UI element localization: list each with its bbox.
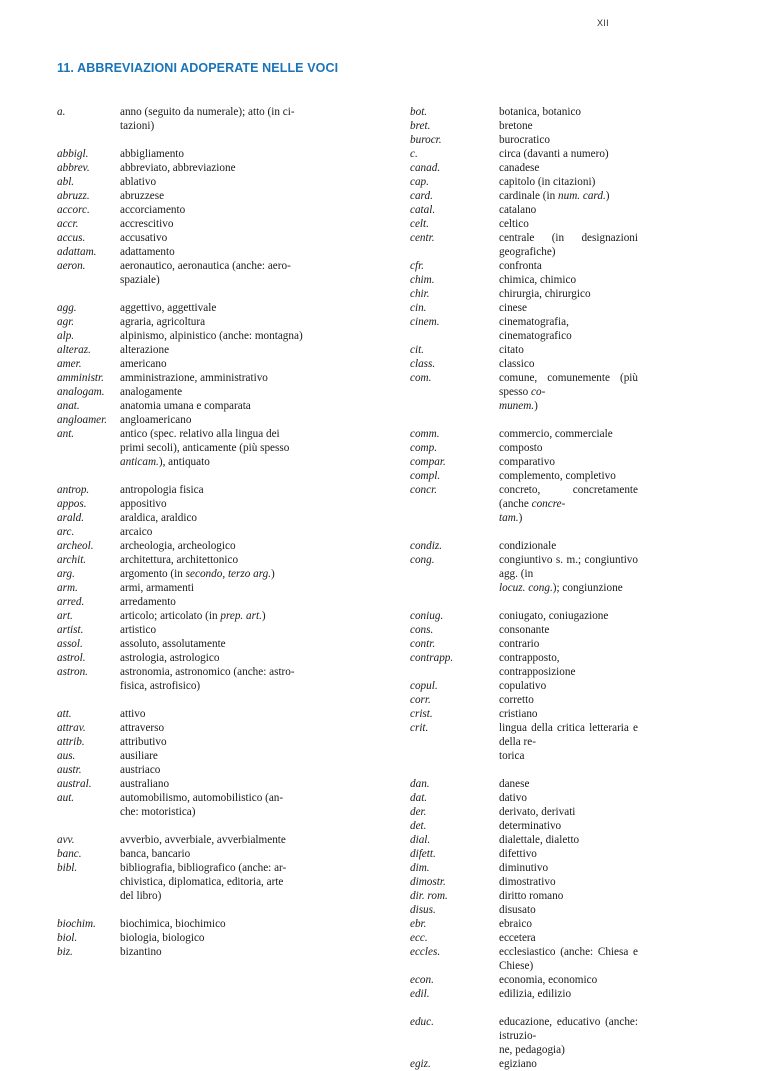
abbreviation-definition: ablativo: [120, 176, 157, 188]
abbreviation-term: bot.: [410, 106, 428, 118]
abbreviation-entry: [410, 119, 638, 133]
abbreviation-term: antrop.: [57, 484, 90, 496]
abbreviation-term: art.: [57, 610, 73, 622]
abbreviation-term: att.: [57, 708, 72, 720]
abbreviation-entry: [57, 259, 333, 287]
abbreviation-definition: alterazione: [120, 344, 170, 356]
abbreviation-entry: [57, 777, 333, 791]
abbreviation-definition: lingua della critica letteraria e della re- torica: [499, 722, 638, 762]
abbreviation-term: ebr.: [410, 918, 427, 930]
abbreviation-term: appos.: [57, 498, 87, 510]
abbreviation-definition: complemento, completivo: [499, 470, 616, 482]
abbreviation-term: dir. rom.: [410, 890, 448, 902]
abbreviation-definition: danese: [499, 778, 530, 790]
abbreviation-term: celt.: [410, 218, 429, 230]
abbreviation-entry: [57, 763, 333, 777]
abbreviation-entry: [57, 861, 333, 903]
abbreviation-term: agr.: [57, 316, 75, 328]
abbreviation-definition: anno (seguito da numerale); atto (in ci- tazioni): [120, 106, 295, 132]
abbreviation-entry: [57, 595, 333, 609]
abbreviation-term: analogam.: [57, 386, 105, 398]
abbreviation-entry: [410, 609, 638, 623]
abbreviation-definition: biologia, biologico: [120, 932, 205, 944]
abbreviation-definition: diritto romano: [499, 890, 564, 902]
abbreviation-term: a.: [57, 106, 66, 118]
abbreviation-entry: [410, 371, 638, 413]
abbreviation-term: cap.: [410, 176, 429, 188]
abbreviation-entry: [410, 231, 638, 259]
abbreviation-definition: ecclesiastico (anche: Chiesa e Chiese): [499, 946, 638, 972]
abbreviation-entry: [57, 651, 333, 665]
abbreviation-term: catal.: [410, 204, 436, 216]
abbreviation-entry: [410, 189, 638, 203]
abbreviation-definition: astronomia, astronomico (anche: astro- fisica, astrofisico): [120, 666, 295, 692]
abbreviation-definition: araldica, araldico: [120, 512, 198, 524]
abbreviation-definition: abruzzese: [120, 190, 165, 202]
abbreviation-definition: derivato, derivati: [499, 806, 576, 818]
abbreviation-term: arald.: [57, 512, 85, 524]
abbreviation-term: accr.: [57, 218, 79, 230]
abbreviation-definition: accusativo: [120, 232, 168, 244]
abbreviation-definition: bibliografia, bibliografico (anche: ar- chivistica, diplomatica, editoria, arte del libro): [120, 862, 287, 902]
abbreviation-entry: [410, 777, 638, 791]
abbreviation-definition: aeronautico, aeronautica (anche: aero- spaziale): [120, 260, 291, 286]
abbreviation-entry: [410, 217, 638, 231]
abbreviation-term: biol.: [57, 932, 78, 944]
abbreviation-definition: antico (spec. relativo alla lingua dei primi secoli), anticamente (più spesso anticam.), antiquato: [120, 428, 290, 468]
abbreviation-entry: [57, 357, 333, 371]
abbreviation-term: astron.: [57, 666, 88, 678]
abbreviation-entry: [57, 749, 333, 763]
abbreviation-entry: [410, 357, 638, 371]
abbreviation-entry: [410, 707, 638, 721]
abbreviation-definition: classico: [499, 358, 535, 370]
abbreviation-definition: arcaico: [120, 526, 153, 538]
abbreviation-term: cons.: [410, 624, 434, 636]
abbreviation-entry: [410, 847, 638, 861]
abbreviation-definition: capitolo (in citazioni): [499, 176, 596, 188]
abbreviation-entry: [410, 917, 638, 931]
abbreviation-entry: [410, 203, 638, 217]
abbreviation-term: dat.: [410, 792, 428, 804]
abbreviation-entry: [410, 679, 638, 693]
abbreviation-entry: [57, 553, 333, 567]
abbreviation-definition: arredamento: [120, 596, 176, 608]
abbreviation-entry: [57, 623, 333, 637]
abbreviation-term: dan.: [410, 778, 430, 790]
abbreviation-entry: [410, 427, 638, 441]
abbreviation-term: dial.: [410, 834, 431, 846]
abbreviation-entry: [410, 483, 638, 525]
abbreviation-definition: armi, armamenti: [120, 582, 194, 594]
abbreviation-entry: [410, 861, 638, 875]
abbreviation-term: biochim.: [57, 918, 96, 930]
abbreviation-term: burocr.: [410, 134, 442, 146]
abbreviation-definition: circa (davanti a numero): [499, 148, 609, 160]
abbreviation-term: austr.: [57, 764, 82, 776]
abbreviation-entry: [57, 833, 333, 847]
abbreviation-entry: [57, 497, 333, 511]
abbreviation-term: abbrev.: [57, 162, 90, 174]
abbreviation-term: com.: [410, 372, 432, 384]
abbreviation-term: comm.: [410, 428, 440, 440]
abbreviation-definition: eccetera: [499, 932, 536, 944]
abbreviation-term: banc.: [57, 848, 82, 860]
abbreviation-entry: [410, 931, 638, 945]
abbreviation-term: arm.: [57, 582, 78, 594]
abbreviation-term: comp.: [410, 442, 438, 454]
abbreviation-term: ecc.: [410, 932, 428, 944]
abbreviation-definition: condizionale: [499, 540, 557, 552]
abbreviation-entry: [57, 707, 333, 721]
abbreviation-entry: [410, 623, 638, 637]
abbreviation-term: astrol.: [57, 652, 86, 664]
abbreviation-term: difett.: [410, 848, 436, 860]
abbreviation-definition: centrale (in designazioni geografiche): [499, 232, 638, 258]
abbreviation-term: disus.: [410, 904, 436, 916]
abbreviation-definition: biochimica, biochimico: [120, 918, 226, 930]
abbreviation-term: angloamer.: [57, 414, 108, 426]
abbreviation-entry: [410, 301, 638, 315]
abbreviation-entry: [57, 721, 333, 735]
abbreviation-term: alteraz.: [57, 344, 91, 356]
abbreviation-term: adattam.: [57, 246, 97, 258]
abbreviation-term: arg.: [57, 568, 75, 580]
abbreviation-term: avv.: [57, 834, 75, 846]
abbreviation-entry: [57, 567, 333, 581]
abbreviation-definition: abbigliamento: [120, 148, 185, 160]
abbreviation-term: artist.: [57, 624, 84, 636]
abbreviation-term: biz.: [57, 946, 73, 958]
abbreviation-entry: [57, 203, 333, 217]
abbreviation-definition: anatomia umana e comparata: [120, 400, 251, 412]
abbreviation-entry: [57, 161, 333, 175]
abbreviation-entry: [410, 1057, 638, 1071]
abbreviation-entry: [410, 637, 638, 651]
abbreviation-entry: [57, 665, 333, 693]
abbreviation-definition: amministrazione, amministrativo: [120, 372, 268, 384]
abbreviation-term: austral.: [57, 778, 92, 790]
abbreviation-entry: [410, 133, 638, 147]
abbreviation-term: eccles.: [410, 946, 441, 958]
abbreviation-definition: chimica, chimico: [499, 274, 577, 286]
abbreviation-entry: [57, 231, 333, 245]
abbreviation-entry: [410, 1015, 638, 1057]
abbreviation-definition: architettura, architettonico: [120, 554, 239, 566]
abbreviation-entry: [410, 161, 638, 175]
abbreviation-term: bibl.: [57, 862, 78, 874]
abbreviation-entry: [57, 735, 333, 749]
abbreviation-entry: [410, 945, 638, 973]
abbreviation-definition: austriaco: [120, 764, 161, 776]
abbreviation-term: amministr.: [57, 372, 104, 384]
abbreviation-term: aeron.: [57, 260, 86, 272]
abbreviation-entry: [410, 833, 638, 847]
abbreviation-entry: [57, 343, 333, 357]
abbreviation-term: corr.: [410, 694, 431, 706]
abbreviation-definition: alpinismo, alpinistico (anche: montagna): [120, 330, 303, 342]
abbreviation-definition: archeologia, archeologico: [120, 540, 236, 552]
abbreviation-term: dimostr.: [410, 876, 446, 888]
abbreviation-entry: [410, 469, 638, 483]
abbreviation-definition: composto: [499, 442, 543, 454]
abbreviation-entry: [410, 175, 638, 189]
abbreviation-definition: confronta: [499, 260, 542, 272]
abbreviation-definition: banca, bancario: [120, 848, 191, 860]
abbreviation-definition: assoluto, assolutamente: [120, 638, 226, 650]
abbreviation-definition: angloamericano: [120, 414, 192, 426]
abbreviation-entry: [57, 105, 333, 133]
abbreviation-term: chir.: [410, 288, 430, 300]
abbreviation-entry: [57, 917, 333, 931]
abbreviation-entry: [57, 525, 333, 539]
abbreviation-term: crist.: [410, 708, 433, 720]
abbreviation-entry: [57, 511, 333, 525]
section-title: 11. ABBREVIAZIONI ADOPERATE NELLE VOCI: [57, 61, 339, 75]
abbreviation-definition: difettivo: [499, 848, 537, 860]
abbreviation-entry: [57, 385, 333, 399]
abbreviation-term: cit.: [410, 344, 424, 356]
abbreviation-definition: concreto, concretamente (anche concre- tam.): [499, 484, 638, 524]
abbreviation-definition: chirurgia, chirurgico: [499, 288, 591, 300]
abbreviation-definition: consonante: [499, 624, 550, 636]
abbreviation-entry: [57, 791, 333, 819]
abbreviation-entry: [57, 539, 333, 553]
abbreviation-definition: abbreviato, abbreviazione: [120, 162, 236, 174]
abbreviation-definition: comparativo: [499, 456, 555, 468]
abbreviation-term: coniug.: [410, 610, 444, 622]
abbreviation-entry: [410, 819, 638, 833]
abbreviation-term: anat.: [57, 400, 80, 412]
abbreviation-definition: aggettivo, aggettivale: [120, 302, 217, 314]
abbreviation-definition: egiziano: [499, 1058, 537, 1070]
abbreviation-term: cinem.: [410, 316, 440, 328]
abbreviation-term: accus.: [57, 232, 86, 244]
abbreviation-term: centr.: [410, 232, 435, 244]
abbreviation-entry: [410, 455, 638, 469]
abbreviation-definition: bizantino: [120, 946, 162, 958]
abbreviation-entry: [410, 273, 638, 287]
abbreviations-right-column: [410, 105, 638, 1071]
abbreviation-term: assol.: [57, 638, 83, 650]
abbreviation-definition: dativo: [499, 792, 527, 804]
abbreviation-definition: comune, comunemente (più spesso co- munem.): [499, 372, 638, 412]
abbreviation-entry: [410, 903, 638, 917]
abbreviation-term: aus.: [57, 750, 76, 762]
abbreviation-entry: [410, 147, 638, 161]
abbreviation-entry: [57, 931, 333, 945]
abbreviation-term: cong.: [410, 554, 435, 566]
abbreviation-entry: [57, 315, 333, 329]
abbreviation-definition: attributivo: [120, 736, 167, 748]
abbreviation-definition: astrologia, astrologico: [120, 652, 220, 664]
abbreviation-entry: [57, 945, 333, 959]
abbreviation-term: egiz.: [410, 1058, 431, 1070]
abbreviation-definition: ebraico: [499, 918, 532, 930]
abbreviation-definition: avverbio, avverbiale, avverbialmente: [120, 834, 286, 846]
abbreviation-term: accorc.: [57, 204, 90, 216]
abbreviation-entry: [410, 889, 638, 903]
abbreviation-definition: ausiliare: [120, 750, 158, 762]
abbreviation-term: cin.: [410, 302, 427, 314]
abbreviation-definition: automobilismo, automobilistico (an- che: motoristica): [120, 792, 284, 818]
abbreviation-definition: disusato: [499, 904, 536, 916]
abbreviation-term: card.: [410, 190, 433, 202]
abbreviation-definition: educazione, educativo (anche: istruzio- ne, pedagogia): [499, 1016, 638, 1056]
abbreviation-definition: canadese: [499, 162, 540, 174]
abbreviation-entry: [57, 581, 333, 595]
abbreviation-entry: [57, 301, 333, 315]
abbreviation-term: contrapp.: [410, 652, 454, 664]
abbreviation-definition: burocratico: [499, 134, 550, 146]
abbreviation-definition: dimostrativo: [499, 876, 556, 888]
abbreviation-entry: [57, 427, 333, 469]
abbreviation-definition: cardinale (in num. card.): [499, 190, 610, 202]
abbreviation-entry: [410, 441, 638, 455]
abbreviation-term: attrib.: [57, 736, 85, 748]
abbreviation-term: concr.: [410, 484, 438, 496]
abbreviation-definition: americano: [120, 358, 167, 370]
abbreviation-term: ant.: [57, 428, 75, 440]
abbreviation-entry: [57, 189, 333, 203]
abbreviation-term: abl.: [57, 176, 75, 188]
abbreviation-term: amer.: [57, 358, 82, 370]
abbreviation-entry: [57, 847, 333, 861]
abbreviation-term: chim.: [410, 274, 435, 286]
abbreviation-definition: coniugato, coniugazione: [499, 610, 609, 622]
abbreviation-definition: celtico: [499, 218, 529, 230]
abbreviation-entry: [410, 693, 638, 707]
abbreviation-term: contr.: [410, 638, 436, 650]
abbreviation-entry: [410, 651, 638, 679]
abbreviation-definition: artistico: [120, 624, 157, 636]
abbreviation-term: condiz.: [410, 540, 443, 552]
abbreviation-term: canad.: [410, 162, 441, 174]
abbreviation-term: abruzz.: [57, 190, 90, 202]
abbreviation-entry: [410, 791, 638, 805]
abbreviation-definition: contrario: [499, 638, 540, 650]
abbreviation-term: compar.: [410, 456, 446, 468]
abbreviation-definition: commercio, commerciale: [499, 428, 613, 440]
abbreviation-entry: [410, 343, 638, 357]
page-number: XII: [597, 18, 609, 28]
abbreviation-term: alp.: [57, 330, 75, 342]
abbreviation-entry: [410, 721, 638, 763]
abbreviation-definition: accrescitivo: [120, 218, 174, 230]
abbreviation-term: crit.: [410, 722, 429, 734]
abbreviation-definition: cristiano: [499, 708, 538, 720]
abbreviation-definition: congiuntivo s. m.; congiuntivo agg. (in locuz. cong.); congiunzione: [499, 554, 638, 594]
abbreviation-definition: economia, economico: [499, 974, 598, 986]
abbreviation-entry: [57, 483, 333, 497]
abbreviation-entry: [410, 987, 638, 1001]
abbreviation-definition: agraria, agricoltura: [120, 316, 206, 328]
abbreviation-definition: argomento (in secondo, terzo arg.): [120, 568, 275, 580]
abbreviation-entry: [57, 609, 333, 623]
abbreviation-entry: [410, 105, 638, 119]
abbreviation-entry: [57, 217, 333, 231]
abbreviation-term: abbigl.: [57, 148, 89, 160]
abbreviation-definition: australiano: [120, 778, 170, 790]
abbreviation-definition: catalano: [499, 204, 537, 216]
abbreviation-term: educ.: [410, 1016, 434, 1028]
abbreviation-definition: articolo; articolato (in prep. art.): [120, 610, 266, 622]
abbreviation-entry: [410, 875, 638, 889]
abbreviation-term: cfr.: [410, 260, 424, 272]
abbreviation-definition: accorciamento: [120, 204, 186, 216]
abbreviation-entry: [57, 147, 333, 161]
abbreviation-term: c.: [410, 148, 418, 160]
abbreviation-definition: edilizia, edilizio: [499, 988, 572, 1000]
abbreviation-definition: botanica, botanico: [499, 106, 582, 118]
abbreviation-definition: bretone: [499, 120, 533, 132]
abbreviation-term: dim.: [410, 862, 430, 874]
abbreviation-entry: [57, 245, 333, 259]
abbreviation-entry: [410, 553, 638, 595]
abbreviation-definition: determinativo: [499, 820, 562, 832]
abbreviation-term: edil.: [410, 988, 430, 1000]
abbreviation-definition: citato: [499, 344, 524, 356]
abbreviation-entry: [410, 315, 638, 343]
abbreviation-term: aut.: [57, 792, 75, 804]
abbreviation-entry: [57, 413, 333, 427]
abbreviation-entry: [410, 287, 638, 301]
abbreviation-term: bret.: [410, 120, 431, 132]
abbreviation-entry: [410, 805, 638, 819]
abbreviation-definition: analogamente: [120, 386, 183, 398]
abbreviation-term: agg.: [57, 302, 77, 314]
abbreviation-definition: attivo: [120, 708, 146, 720]
abbreviation-term: attrav.: [57, 722, 86, 734]
abbreviation-definition: adattamento: [120, 246, 175, 258]
abbreviation-term: archit.: [57, 554, 87, 566]
abbreviation-definition: corretto: [499, 694, 534, 706]
abbreviation-entry: [57, 371, 333, 385]
abbreviation-term: der.: [410, 806, 427, 818]
abbreviation-term: arred.: [57, 596, 85, 608]
abbreviation-definition: antropologia fisica: [120, 484, 204, 496]
abbreviation-term: econ.: [410, 974, 434, 986]
abbreviations-left-column: [57, 105, 333, 959]
abbreviation-term: arc.: [57, 526, 75, 538]
abbreviation-definition: appositivo: [120, 498, 167, 510]
abbreviation-definition: cinese: [499, 302, 527, 314]
abbreviation-definition: attraverso: [120, 722, 165, 734]
abbreviation-entry: [57, 175, 333, 189]
abbreviation-term: copul.: [410, 680, 438, 692]
abbreviation-term: class.: [410, 358, 436, 370]
abbreviation-term: compl.: [410, 470, 441, 482]
abbreviation-entry: [410, 539, 638, 553]
abbreviation-term: archeol.: [57, 540, 94, 552]
abbreviation-entry: [57, 399, 333, 413]
abbreviation-entry: [57, 637, 333, 651]
abbreviation-definition: contrapposto, contrapposizione: [499, 652, 576, 678]
abbreviation-definition: diminutivo: [499, 862, 549, 874]
abbreviation-definition: cinematografia, cinematografico: [499, 316, 572, 342]
abbreviation-definition: dialettale, dialetto: [499, 834, 580, 846]
abbreviation-entry: [57, 329, 333, 343]
abbreviation-entry: [410, 973, 638, 987]
abbreviation-definition: copulativo: [499, 680, 547, 692]
abbreviation-term: det.: [410, 820, 427, 832]
abbreviation-entry: [410, 259, 638, 273]
